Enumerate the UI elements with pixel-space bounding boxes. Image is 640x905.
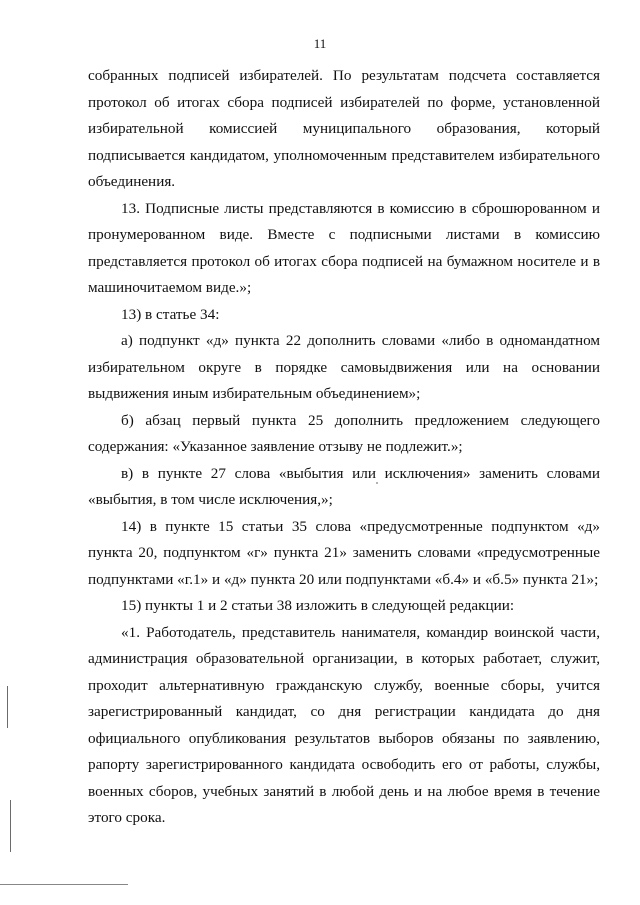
paragraph-subitem-v: в) в пункте 27 слова «выбытия или исключения» заменить словами «выбытия, в том числе исключения,»; (88, 464, 600, 508)
document-body (88, 63, 600, 832)
paragraph-subitem-a: а) подпункт «д» пункта 22 дополнить словами «либо в одномандатном избирательном округе в порядке самовыдвижения или на основании выдвижения иным избирательным объединением»; (88, 332, 600, 402)
paragraph-amendment-14: 14) в пункте 15 статьи 35 слова «предусмотренные подпунктом «д» пункта 20, подпунктом «г» пункта 21» заменить словами «предусмотренные подпунктами «г.1» и «д» пункта 20 или подпунктами «б.4» и «б.5» пункта 21»; (88, 517, 600, 588)
paragraph-amendment-13: 13) в статье 34: (121, 305, 220, 323)
paragraph-item-13-signature-sheets: 13. Подписные листы представляются в комиссию в сброшюрованном и пронумерованном виде. Вместе с подписными листами в комиссию представляется протокол об итогах сбора подписей на бумажном носителе и в машиночитаемом виде.»; (88, 199, 600, 296)
paragraph-amendment-15: 15) пункты 1 и 2 статьи 38 изложить в следующей редакции: (121, 597, 515, 614)
scan-speck (376, 482, 378, 484)
page-number: 11 (313, 36, 327, 51)
paragraph-continuation: собранных подписей избирателей. По результатам подсчета составляется протокол об итогах сбора подписей избирателей по форме, установленной избирательной комиссией муниципального образования, который подписывается кандидатом, уполномоченным представителем избирательного объединения. (88, 67, 600, 190)
scan-edge-mark (7, 686, 8, 728)
scan-bottom-line (0, 884, 128, 885)
paragraph-subitem-b: б) абзац первый пункта 25 дополнить предложением следующего содержания: «Указанное заявление отзыву не подлежит.»; (88, 411, 600, 455)
scan-edge-mark (10, 800, 11, 852)
paragraph-article-38-item-1: «1. Работодатель, представитель нанимателя, командир воинской части, администрация образовательной организации, в которых работает, служит, проходит альтернативную гражданскую службу, военные сборы, учится зарегистрированный кандидат, со дня регистрации кандидата до дня официального опубликования результатов выборов обязаны по заявлению, рапорту зарегистрированного кандидата освободить его от работы, службы, военных сборов, учебных занятий в любой день и на любое время в течение этого срока. (88, 623, 600, 826)
